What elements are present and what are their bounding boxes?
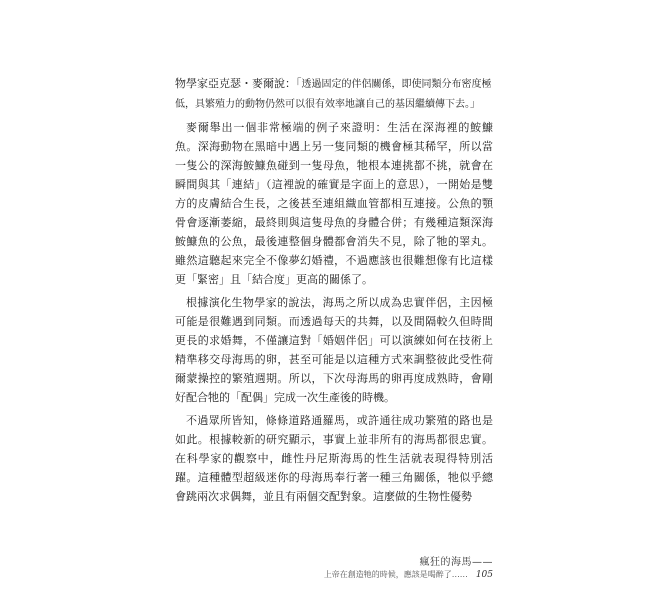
body-text <box>175 74 493 506</box>
block-quote: 透過固定的伴侶關係，即使同類分布密度極低，具繁殖力的動物仍然可以很有效率地讓自己的基因繼續傳下去。」 <box>175 79 492 110</box>
chapter-subtitle-line <box>324 569 493 581</box>
chapter-title: 瘋狂的海馬—— <box>419 557 493 568</box>
intro-text: 物學家亞克瑟・麥爾說：「 <box>175 77 302 90</box>
paragraph-anglerfish: 麥爾舉出一個非常極端的例子來證明：生活在深海裡的鮟鱇魚。深海動物在黑暗中遇上另一隻同類的機會極其稀罕，所以當一隻公的深海鮟鱇魚碰到一隻母魚，牠根本連挑都不挑，就會在瞬間與其「連結」（這裡說的確實是字面上的意思），一開始是雙方的皮膚結合生長，之後甚至連組織血管都相互連接。公魚的顎骨會逐漸萎縮，最終則與這隻母魚的身體合併；有幾種這類深海鮟鱇魚的公魚，最後連整個身體都會消失不見，除了牠的睪丸。雖然這聽起來完全不像夢幻婚禮，不過應該也很難想像有比這樣更「緊密」且「結合度」更高的關係了。 <box>175 121 493 286</box>
paragraph-denise-seahorse: 不過眾所皆知，條條道路通羅馬，或許通往成功繁殖的路也是如此。根據較新的研究顯示，事實上並非所有的海馬都很忠實。在科學家的觀察中，雌性丹尼斯海馬的性生活就表現得特別活躍。這種體型超級迷你的母海馬奉行著一種三角關係，牠似乎總會跳兩次求偶舞，並且有兩個交配對象。這麼做的生物性優勢 <box>175 414 493 503</box>
intro-line <box>175 74 493 114</box>
chapter-subtitle: 上帝在創造牠的時候，應該是喝醉了…… <box>323 570 468 579</box>
page-number: 105 <box>475 570 493 580</box>
running-footer <box>324 556 493 581</box>
paragraph-seahorse-partners: 根據演化生物學家的說法，海馬之所以成為忠實伴侶，主因極可能是很難遇到同類。而透過每天的共舞，以及間隔較久但時間更長的求婚舞，不僅讓這對「婚姻伴侶」可以演練如何在技術上精準移交母海馬的卵，甚至可能是以這種方式來調整彼此受性荷爾蒙操控的繁殖週期。所以，下次母海馬的卵再度成熟時，會剛好配合牠的「配偶」完成一次生產後的時機。 <box>175 296 493 404</box>
